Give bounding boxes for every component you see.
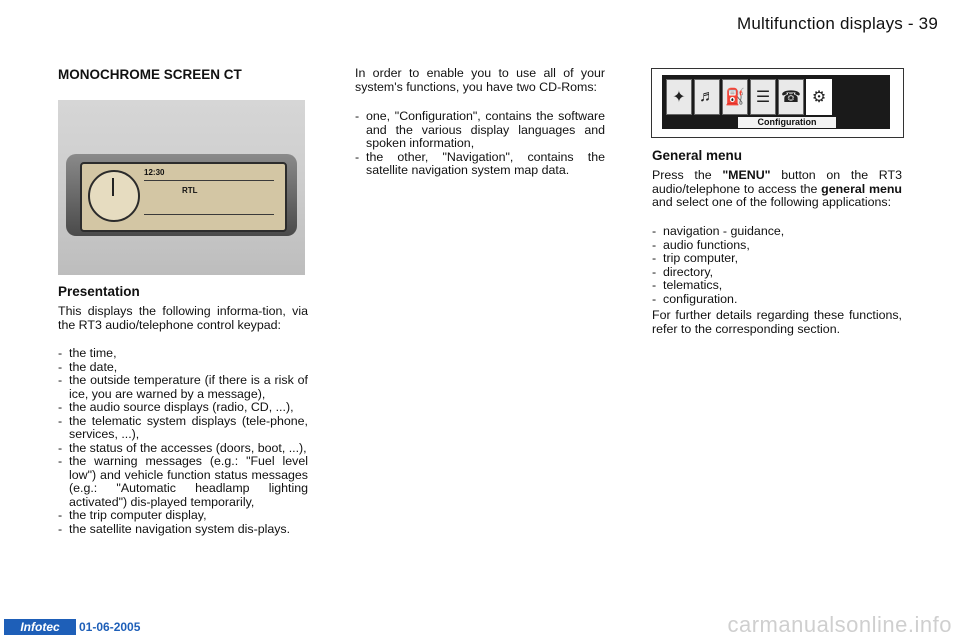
monochrome-screen <box>80 162 287 232</box>
text-run: button on the RT3 audio/telephone to access the <box>652 168 902 196</box>
screen-source: RTL <box>182 186 198 195</box>
further-details-paragraph: For further details regarding these functions, refer to the corresponding section. <box>652 308 902 336</box>
presentation-heading: Presentation <box>58 284 140 299</box>
navigation-icon: ✦ <box>666 79 692 115</box>
list-item: - the satellite navigation system dis-plays. <box>58 523 308 537</box>
text-run: and select one of the following applications: <box>652 195 892 209</box>
menu-icon-bar <box>662 75 890 129</box>
list-item: - trip computer, <box>652 252 902 266</box>
list-item: - navigation - guidance, <box>652 225 902 239</box>
presentation-list <box>58 347 308 536</box>
cdrom-list <box>355 110 605 178</box>
menu-button-label: "MENU" <box>722 168 771 182</box>
list-item: - one, "Configuration", contains the software and the various display languages and spoken information, <box>355 110 605 151</box>
list-item: - audio functions, <box>652 239 902 253</box>
screen-divider <box>144 214 274 215</box>
general-menu-term: general menu <box>821 181 902 196</box>
list-item: - configuration. <box>652 293 902 307</box>
list-item: - telematics, <box>652 279 902 293</box>
dashboard-screen-photo <box>58 100 305 275</box>
list-item: - the other, "Navigation", contains the satellite navigation system map data. <box>355 151 605 178</box>
list-item: - directory, <box>652 266 902 280</box>
fuel-icon: ⛽ <box>722 79 748 115</box>
audio-icon: ♬ <box>694 79 720 115</box>
footer-date: 01-06-2005 <box>79 620 141 634</box>
directory-icon: ☰ <box>750 79 776 115</box>
screen-divider <box>144 180 274 181</box>
list-item: - the time, <box>58 347 308 361</box>
applications-list <box>652 225 902 306</box>
section-title: MONOCHROME SCREEN CT <box>58 67 242 82</box>
infotec-logo: Infotec <box>4 619 76 635</box>
list-item: - the status of the accesses (doors, boot, ...), <box>58 442 308 456</box>
list-item: - the audio source displays (radio, CD, ...), <box>58 401 308 415</box>
list-item: - the warning messages (e.g.: "Fuel level low") and vehicle function status messages (e.g.: "Automatic headlamp lighting activated") dis-played temporarily, <box>58 455 308 509</box>
general-menu-screen <box>651 68 904 138</box>
page-header-title: Multifunction displays - 39 <box>737 14 938 33</box>
settings-icon: ⚙ <box>806 79 832 115</box>
list-item: - the outside temperature (if there is a risk of ice, you are warned by a message), <box>58 374 308 401</box>
analog-clock-icon <box>88 170 140 222</box>
phone-icon: ☎ <box>778 79 804 115</box>
menu-caption: Configuration <box>738 117 836 128</box>
text-run: Press the <box>652 168 723 182</box>
presentation-intro: This displays the following informa-tion, via the RT3 audio/telephone control keypad: <box>58 304 308 332</box>
general-menu-heading: General menu <box>652 148 743 163</box>
watermark: carmanualsonline.info <box>727 612 952 637</box>
list-item: - the telematic system displays (tele-phone, services, ...), <box>58 415 308 442</box>
general-menu-paragraph <box>652 169 902 210</box>
list-item: - the trip computer display, <box>58 509 308 523</box>
cdrom-intro: In order to enable you to use all of your system's functions, you have two CD-Roms: <box>355 66 605 94</box>
list-item: - the date, <box>58 361 308 375</box>
screen-time: 12:30 <box>144 168 165 177</box>
dashboard-panel <box>66 154 297 236</box>
